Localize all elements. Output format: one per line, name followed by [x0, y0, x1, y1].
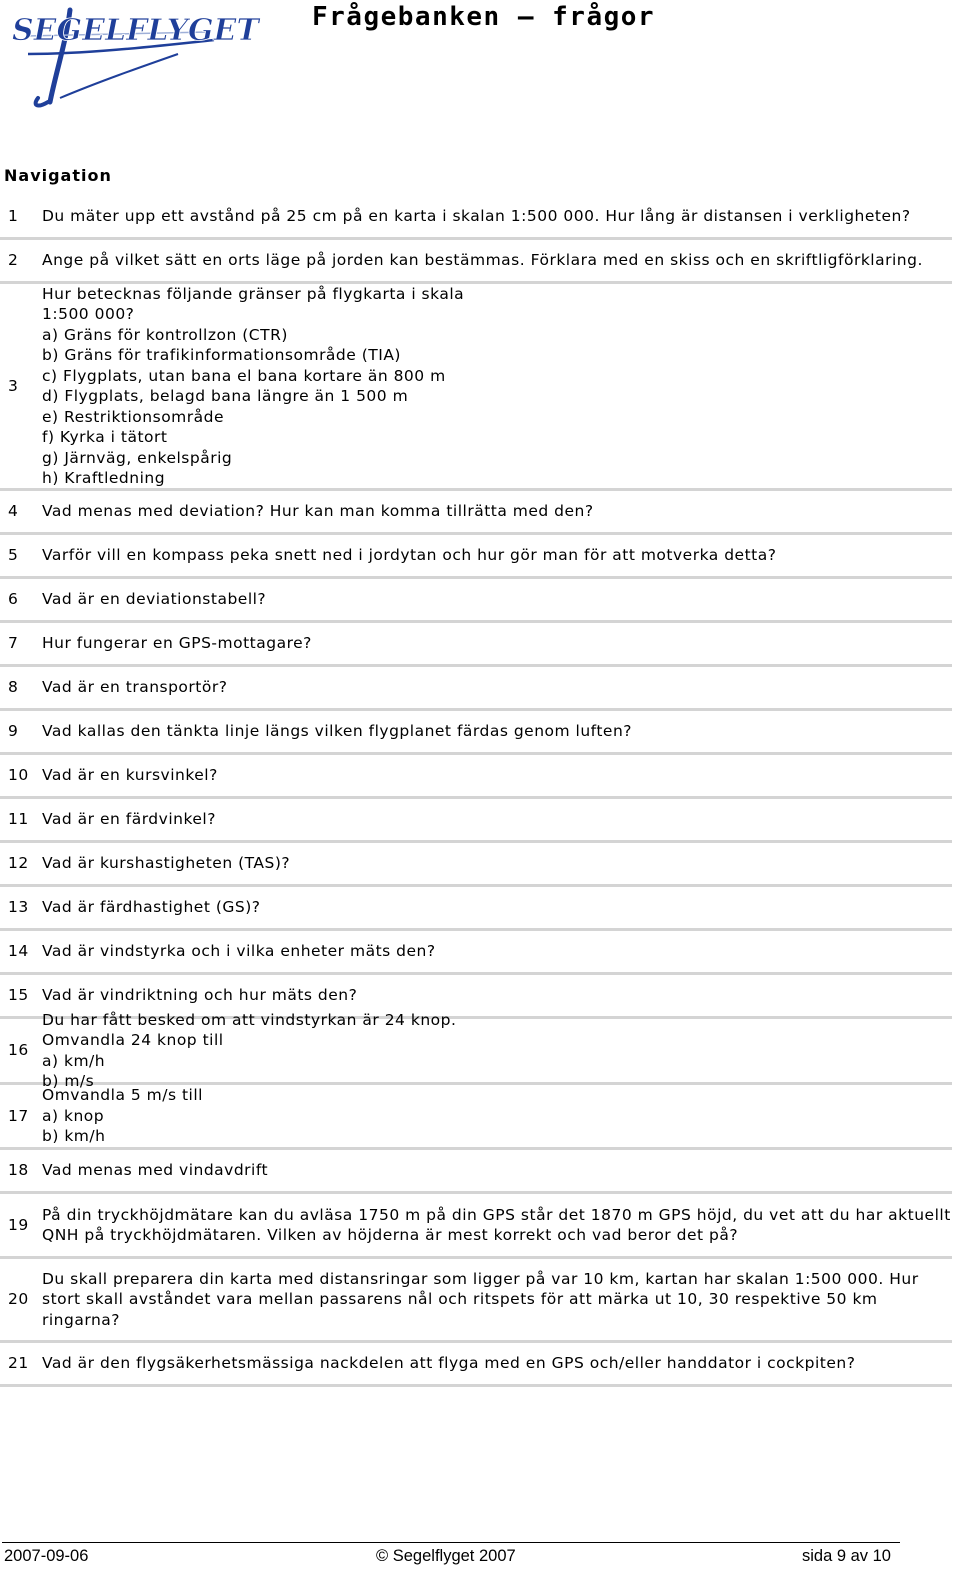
question-row — [0, 1085, 952, 1150]
logo-text: SEGELFLYGET — [12, 13, 259, 48]
question-text: Vad är kurshastigheten (TAS)? — [42, 854, 291, 873]
question-text: Vad är en deviationstabell? — [42, 590, 267, 609]
question-row — [0, 1010, 952, 1090]
question-row — [0, 196, 952, 240]
question-number: 14 — [8, 942, 29, 961]
question-row — [0, 1259, 952, 1343]
question-row — [0, 623, 952, 667]
question-number: 8 — [8, 678, 19, 697]
question-number: 11 — [8, 810, 29, 829]
question-text: Vad är den flygsäkerhetsmässiga nackdelen att flyga med en GPS och/eller handdator i cockpiten? — [42, 1354, 856, 1373]
question-number: 1 — [8, 207, 19, 226]
question-text: Hur fungerar en GPS-mottagare? — [42, 634, 312, 653]
question-text: Omvandla 5 m/s till a) knop b) km/h — [42, 1086, 203, 1146]
question-row — [0, 535, 952, 579]
question-text: På din tryckhöjdmätare kan du avläsa 1750 m på din GPS står det 1870 m GPS höjd, du vet att du har aktuellt QNH på tryckhöjdmätaren. Vilken av höjderna är mest korrekt och vad beror det på? — [42, 1205, 951, 1244]
question-number: 2 — [8, 251, 19, 270]
question-text: Hur betecknas följande gränser på flygkarta i skala 1:500 000? a) Gräns för kontrollzon (CTR) b) Gräns för trafikinformationsområde (TIA) c) Flygplats, utan bana el bana kortare än 800 m d) Flygplats, belagd bana längre än 1 500 m e) Restriktionsområde f) Kyrka i tätort g) Järnväg, enkelspårig h) Kraftledning — [42, 284, 465, 487]
question-row — [0, 284, 952, 491]
question-number: 16 — [8, 1041, 29, 1060]
question-number: 4 — [8, 502, 19, 521]
question-number: 20 — [8, 1290, 29, 1309]
question-row — [0, 667, 952, 711]
question-text: Vad är en kursvinkel? — [42, 766, 218, 785]
question-list — [0, 196, 952, 1387]
question-text: Vad är vindstyrka och i vilka enheter mäts den? — [42, 942, 436, 961]
question-text: Vad menas med deviation? Hur kan man komma tillrätta med den? — [42, 502, 594, 521]
segelflyget-logo — [8, 2, 259, 114]
question-row — [0, 711, 952, 755]
question-number: 6 — [8, 590, 19, 609]
footer-date: 2007-09-06 — [4, 1547, 89, 1565]
question-text: Vad är vindriktning och hur mäts den? — [42, 986, 358, 1005]
question-row — [0, 1343, 952, 1387]
question-text: Vad är färdhastighet (GS)? — [42, 898, 261, 917]
page-title: Frågebanken – frågor — [312, 2, 656, 32]
question-text: Vad är en transportör? — [42, 678, 228, 697]
footer-page-number: sida 9 av 10 — [802, 1547, 891, 1565]
question-number: 5 — [8, 546, 19, 565]
question-text: Du har fått besked om att vindstyrkan är 24 knop. Omvandla 24 knop till a) km/h b) m/s — [42, 1010, 457, 1090]
question-row — [0, 887, 952, 931]
footer-copyright: © Segelflyget 2007 — [376, 1547, 516, 1565]
question-row — [0, 240, 952, 284]
question-number: 9 — [8, 722, 19, 741]
question-text: Vad kallas den tänkta linje längs vilken flygplanet färdas genom luften? — [42, 722, 633, 741]
question-row — [0, 843, 952, 887]
question-number: 17 — [8, 1106, 29, 1125]
question-row — [0, 491, 952, 535]
section-title: Navigation — [4, 166, 112, 185]
footer-divider — [2, 1542, 900, 1543]
question-text: Du skall preparera din karta med distansringar som ligger på var 10 km, kartan har skalan 1:500 000. Hur stort skall avståndet vara mellan passarens nål och ritspets för att märka ut 10, 30 respektive 50 km ringarna? — [42, 1269, 919, 1329]
question-number: 12 — [8, 854, 29, 873]
question-number: 10 — [8, 766, 29, 785]
question-number: 3 — [8, 376, 19, 395]
question-number: 19 — [8, 1215, 29, 1234]
question-row — [0, 1194, 952, 1259]
question-text: Vad menas med vindavdrift — [42, 1161, 269, 1180]
question-number: 15 — [8, 986, 29, 1005]
question-row — [0, 799, 952, 843]
question-number: 13 — [8, 898, 29, 917]
question-row — [0, 931, 952, 975]
question-row — [0, 1150, 952, 1194]
question-text: Varför vill en kompass peka snett ned i jordytan och hur gör man för att motverka detta? — [42, 546, 777, 565]
question-number: 18 — [8, 1161, 29, 1180]
question-text: Du mäter upp ett avstånd på 25 cm på en karta i skalan 1:500 000. Hur lång är distansen i verkligheten? — [42, 207, 911, 226]
question-number: 7 — [8, 634, 19, 653]
question-row — [0, 579, 952, 623]
question-text: Vad är en färdvinkel? — [42, 810, 216, 829]
question-text: Ange på vilket sätt en orts läge på jorden kan bestämmas. Förklara med en skiss och en skriftligförklaring. — [42, 251, 923, 270]
question-number: 21 — [8, 1354, 29, 1373]
question-row — [0, 755, 952, 799]
